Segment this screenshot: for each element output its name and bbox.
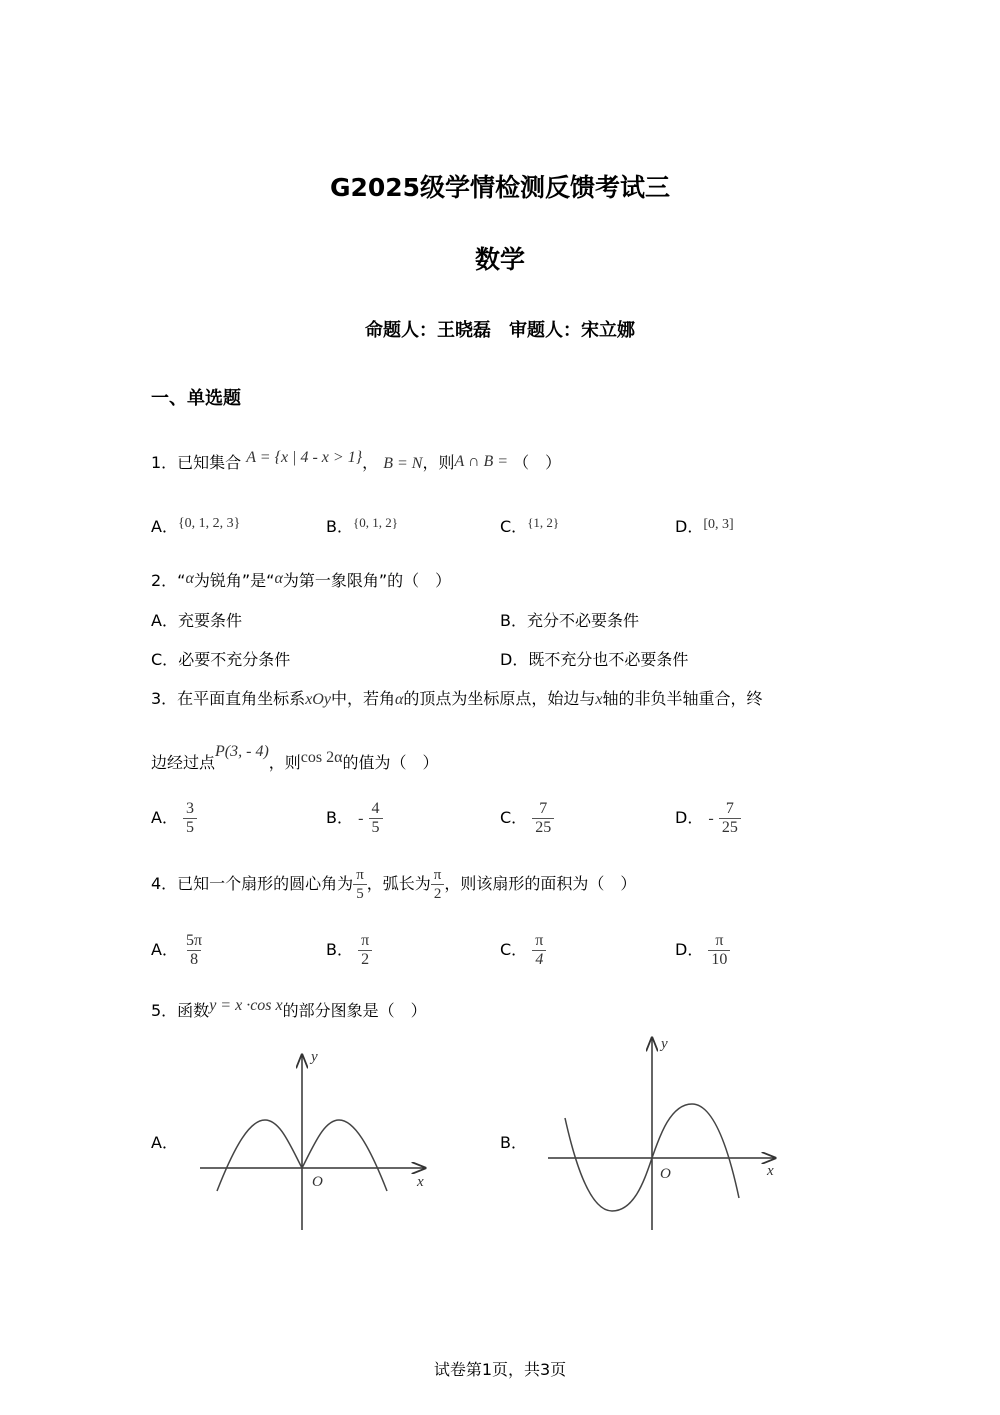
q2-option-c[interactable] <box>151 647 290 670</box>
option-label: A． <box>151 611 178 630</box>
q2-option-d[interactable] <box>500 647 688 670</box>
fraction <box>183 800 197 837</box>
question-3-line-1 <box>151 686 763 709</box>
denominator: 5 <box>353 884 367 903</box>
q5-option-a-label[interactable]: A． <box>151 1133 178 1152</box>
q1-option-b[interactable] <box>326 514 398 537</box>
footer-text: 试卷第1页，共3页 <box>433 1360 567 1379</box>
fraction <box>532 932 546 969</box>
numerator: π <box>356 867 364 883</box>
denominator: 10 <box>708 950 730 969</box>
option-label: A． <box>151 517 178 536</box>
graph-b[interactable] <box>545 1033 785 1238</box>
origin-label: O <box>660 1166 671 1182</box>
q4-option-b[interactable] <box>326 932 372 969</box>
exam-title-text: G2025级学情检测反馈考试三 <box>329 173 671 202</box>
q3-text-1: 3．在平面直角坐标系 <box>151 689 306 708</box>
q2-option-a[interactable] <box>151 608 242 631</box>
q3-option-c[interactable] <box>500 800 554 837</box>
option-label: C． <box>500 517 528 536</box>
subject-text: 数学 <box>474 245 525 274</box>
option-label: B． <box>326 940 353 959</box>
q3-option-b[interactable] <box>326 800 383 837</box>
option-label: B． <box>500 611 527 630</box>
q4-text-2: ，弧长为 <box>366 874 431 893</box>
q4-text-3: ，则该扇形的面积为（ ） <box>444 874 637 893</box>
option-label: C． <box>500 808 528 827</box>
q2-text-3: 为第一象限角”的（ ） <box>282 571 452 590</box>
numerator: π <box>433 867 442 883</box>
fraction <box>708 932 730 969</box>
fraction <box>431 866 445 903</box>
q2-text-1: 2．“ <box>151 571 186 590</box>
q4-option-a[interactable] <box>151 932 205 969</box>
option-text: 充分不必要条件 <box>526 611 639 630</box>
option-label: D． <box>675 940 704 959</box>
denominator: 25 <box>719 818 741 837</box>
sign: - <box>708 810 714 827</box>
q2-option-b[interactable] <box>500 608 639 631</box>
q1-set-a: A = {x | 4 - x > 1} <box>246 449 363 466</box>
option-label: D． <box>675 808 704 827</box>
numerator: 3 <box>186 800 195 817</box>
x-axis-label: x <box>767 1163 774 1179</box>
q1-option-a[interactable] <box>151 514 240 537</box>
q4-option-c[interactable] <box>500 932 546 969</box>
q3-x: x <box>595 691 603 708</box>
q1-sep: ， <box>362 453 379 472</box>
numerator: 4 <box>371 800 380 817</box>
denominator: 5 <box>183 818 197 837</box>
fraction <box>183 932 205 969</box>
q3-option-d[interactable] <box>675 800 741 837</box>
origin-label: O <box>312 1174 323 1190</box>
authors-line <box>0 316 1000 342</box>
q5-text-1: 5．函数 <box>151 1001 210 1020</box>
option-label: D． <box>675 517 704 536</box>
option-label: A． <box>151 808 178 827</box>
denominator: 2 <box>358 950 372 969</box>
q1-set-b: B = N <box>383 455 423 472</box>
option-text: 充要条件 <box>177 611 242 630</box>
q3-text-2: 中，若角 <box>330 689 395 708</box>
section-heading: 一、单选题 <box>151 388 241 409</box>
q1-mid: ，则 <box>422 453 455 472</box>
q1-option-c[interactable] <box>500 514 559 537</box>
question-5 <box>151 998 427 1021</box>
question-2 <box>151 568 451 591</box>
denominator: 4 <box>532 950 546 969</box>
q3-text-4: 轴的非负半轴重合，终 <box>602 689 763 708</box>
question-4 <box>151 866 636 903</box>
q5-text-2: 的部分图象是（ ） <box>282 1001 427 1020</box>
x-axis-label: x <box>417 1174 424 1190</box>
numerator: π <box>715 932 724 949</box>
exam-title <box>0 168 1000 204</box>
q1-prefix: 1．已知集合 <box>151 453 242 472</box>
fraction <box>532 800 554 837</box>
option-label: C． <box>151 650 179 669</box>
fraction <box>353 866 367 903</box>
q3-text-5: 边经过点 <box>151 753 216 772</box>
option-label: B． <box>326 517 353 536</box>
q3-text-7: 的值为（ ） <box>342 753 439 772</box>
q3-text-6: ，则 <box>268 753 301 772</box>
denominator: 25 <box>532 818 554 837</box>
numerator: 5π <box>186 932 203 949</box>
question-1 <box>151 450 561 473</box>
option-label: D． <box>500 650 529 669</box>
q3-xoy: xOy <box>305 691 331 708</box>
option-label: C． <box>500 940 528 959</box>
option-value: {0, 1, 2, 3} <box>177 516 241 531</box>
option-text: 必要不充分条件 <box>178 650 291 669</box>
subject-title <box>0 240 1000 276</box>
page-footer <box>0 1357 1000 1380</box>
q3-text-3: 的顶点为坐标原点，始边与 <box>403 689 596 708</box>
authors-text: 命题人：王晓磊 审题人：宋立娜 <box>365 320 635 341</box>
y-axis-label: y <box>661 1036 668 1052</box>
fraction <box>358 932 372 969</box>
denominator: 8 <box>187 950 201 969</box>
q4-option-d[interactable] <box>675 932 730 969</box>
denominator: 5 <box>369 818 383 837</box>
fraction <box>719 800 741 837</box>
denominator: 2 <box>431 884 445 903</box>
numerator: π <box>361 932 370 949</box>
q1-tail: （ ） <box>513 453 562 472</box>
numerator: 7 <box>725 800 734 817</box>
q1-expr: A ∩ B = <box>454 453 509 470</box>
numerator: π <box>535 932 544 949</box>
q1-option-d[interactable] <box>675 514 734 537</box>
q4-text-1: 4．已知一个扇形的圆心角为 <box>151 874 354 893</box>
option-label: B． <box>326 808 353 827</box>
q3-point: P(3, - 4) <box>215 743 269 760</box>
fraction <box>369 800 383 837</box>
option-value: {1, 2} <box>527 515 560 530</box>
option-label: A． <box>151 940 178 959</box>
graph-a[interactable] <box>195 1045 435 1240</box>
sign: - <box>358 810 364 827</box>
y-axis-label: y <box>311 1049 318 1065</box>
q5-option-b-label[interactable]: B． <box>500 1133 527 1152</box>
q3-cos: cos 2α <box>300 749 343 766</box>
q3-option-a[interactable] <box>151 800 197 837</box>
q2-alpha-2: α <box>274 570 283 587</box>
question-3-line-2 <box>151 743 439 773</box>
q3-alpha: α <box>394 691 404 708</box>
option-value: [0, 3] <box>703 517 734 532</box>
q2-text-2: 为锐角”是“ <box>193 571 275 590</box>
q5-func: y = x ·cos x <box>209 997 283 1014</box>
option-text: 既不充分也不必要条件 <box>528 650 689 669</box>
numerator: 7 <box>539 800 548 817</box>
option-value: {0, 1, 2} <box>352 515 398 530</box>
q2-alpha-1: α <box>185 570 194 587</box>
